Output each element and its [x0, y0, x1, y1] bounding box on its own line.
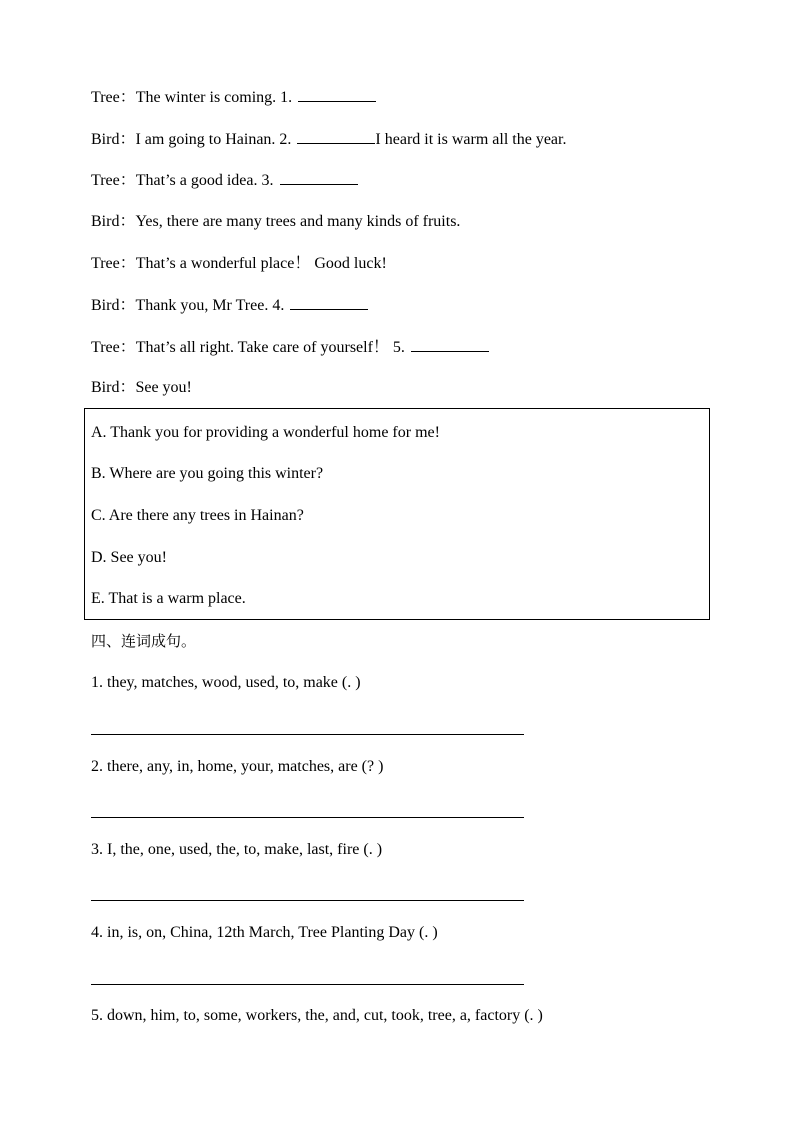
- answer-line-3[interactable]: [91, 900, 524, 901]
- dialogue-line-2: [91, 129, 566, 150]
- answer-line-2[interactable]: [91, 817, 524, 818]
- option-b: B. Where are you going this winter?: [91, 465, 324, 482]
- speaker-label: Bird：: [91, 213, 136, 230]
- dialogue-line-8: [91, 378, 192, 398]
- dialogue-text: Yes, there are many trees and many kinds of fruits.: [135, 213, 461, 230]
- dialogue-text: That’s a good idea. 3.: [135, 172, 278, 189]
- dialogue-text: See you!: [135, 379, 192, 396]
- dialogue-line-6: [91, 295, 368, 316]
- answer-line-1[interactable]: [91, 734, 524, 735]
- dialogue-text-after: I heard it is warm all the year.: [375, 131, 567, 148]
- sentence-4: 4. in, is, on, China, 12th March, Tree Planting Day (. ): [91, 924, 438, 941]
- dialogue-text: That’s all right. Take care of yourself！ 5.: [135, 339, 409, 356]
- dialogue-line-3: [91, 170, 358, 191]
- speaker-label: Bird：: [91, 131, 136, 148]
- section-title: 四、连词成句。: [91, 632, 197, 650]
- option-a: A. Thank you for providing a wonderful home for me!: [91, 424, 440, 441]
- option-d: D. See you!: [91, 549, 167, 566]
- answer-line-4[interactable]: [91, 984, 524, 985]
- dialogue-line-5: [91, 254, 387, 274]
- speaker-label: Tree：: [91, 339, 136, 356]
- speaker-label: Bird：: [91, 379, 136, 396]
- sentence-5: 5. down, him, to, some, workers, the, and, cut, took, tree, a, factory (. ): [91, 1007, 543, 1024]
- dialogue-text: Thank you, Mr Tree. 4.: [135, 297, 289, 314]
- speaker-label: Tree：: [91, 89, 136, 106]
- sentence-1: 1. they, matches, wood, used, to, make (. ): [91, 674, 361, 691]
- answer-blank-1[interactable]: [298, 87, 376, 102]
- sentence-2: 2. there, any, in, home, your, matches, are (? ): [91, 758, 384, 775]
- speaker-label: Tree：: [91, 172, 136, 189]
- dialogue-text: The winter is coming. 1.: [135, 89, 297, 106]
- sentence-3: 3. I, the, one, used, the, to, make, last, fire (. ): [91, 841, 383, 858]
- dialogue-text: I am going to Hainan. 2.: [135, 131, 296, 148]
- answer-blank-4[interactable]: [290, 295, 368, 310]
- speaker-label: Bird：: [91, 297, 136, 314]
- dialogue-line-4: [91, 212, 460, 232]
- option-c: C. Are there any trees in Hainan?: [91, 507, 304, 524]
- answer-blank-2[interactable]: [297, 129, 375, 144]
- answer-blank-3[interactable]: [280, 170, 358, 185]
- dialogue-line-1: [91, 87, 376, 108]
- dialogue-text: That’s a wonderful place！ Good luck!: [135, 255, 387, 272]
- options-box: [84, 408, 710, 620]
- dialogue-line-7: [91, 337, 489, 358]
- answer-blank-5[interactable]: [411, 337, 489, 352]
- option-e: E. That is a warm place.: [91, 590, 246, 607]
- speaker-label: Tree：: [91, 255, 136, 272]
